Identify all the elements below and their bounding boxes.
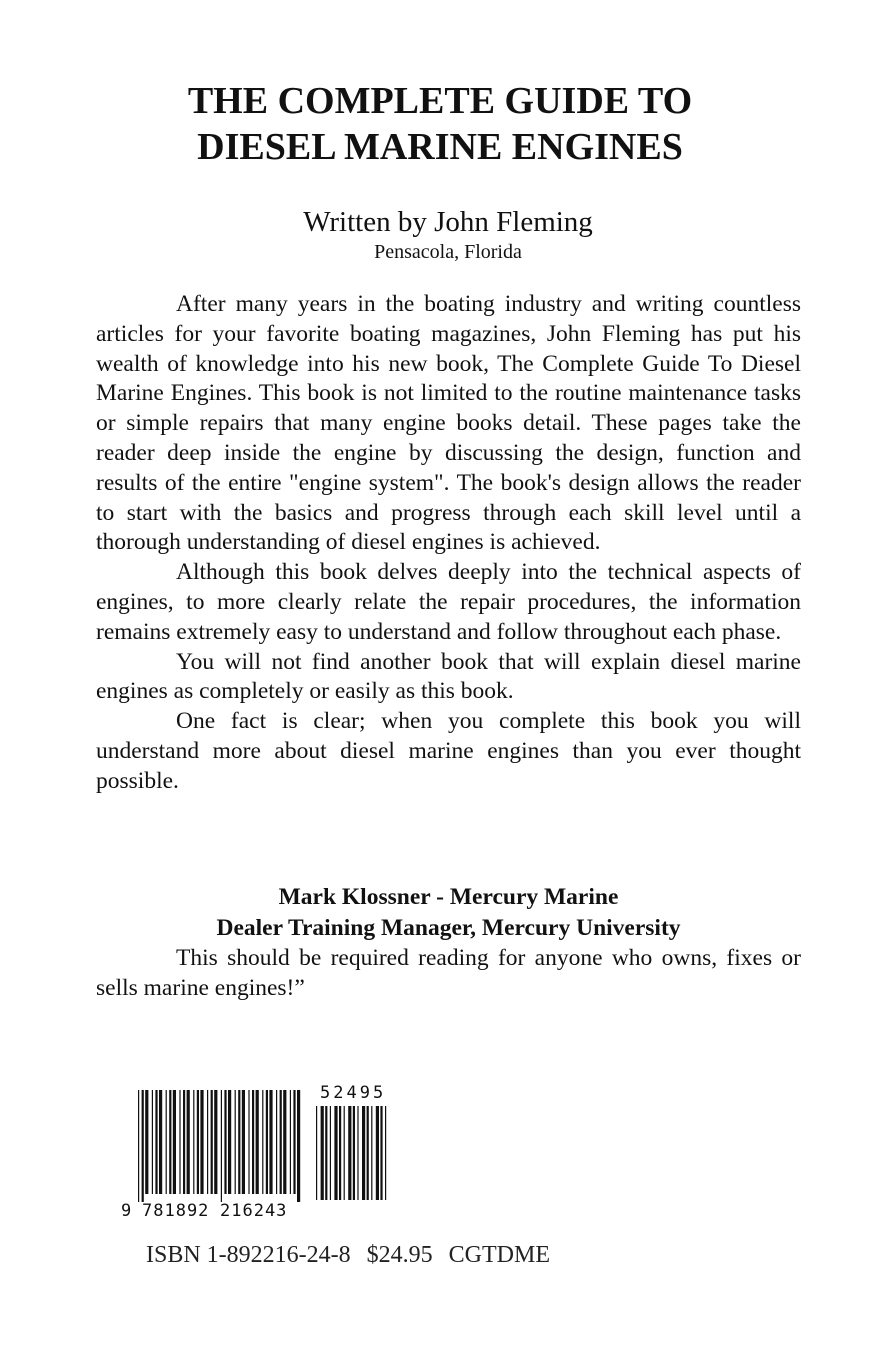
barcode-bar — [207, 1090, 208, 1194]
barcode-bar — [221, 1090, 222, 1202]
barcode-bar — [256, 1090, 259, 1194]
barcode-bar — [235, 1090, 236, 1194]
book-title — [0, 78, 880, 170]
endorser-name: Mark Klossner - Mercury Marine — [278, 884, 619, 910]
barcode-bar — [330, 1106, 331, 1200]
barcode-bar — [344, 1106, 345, 1200]
barcode-bar — [290, 1090, 291, 1194]
barcode-bar — [214, 1090, 217, 1194]
endorser-role: Dealer Training Manager, Mercury University — [216, 915, 681, 941]
barcode-lead-digit: 9 — [121, 1201, 132, 1221]
barcode-bar — [179, 1090, 180, 1194]
title-line-1: THE COMPLETE GUIDE TO — [187, 80, 693, 122]
barcode-bar — [325, 1106, 327, 1200]
description-body — [96, 290, 801, 797]
barcode-bar — [276, 1090, 277, 1194]
paragraph-2: Although this book delves deeply into the technical aspects of engines, to more clearly relate the repair procedures, the information remains extremely easy to understand and follow throughout each phase. — [96, 559, 801, 645]
barcode-bar — [211, 1090, 213, 1194]
barcode-addon-digits: 52495 — [320, 1083, 387, 1103]
barcode-bar — [371, 1106, 372, 1200]
barcode-bar — [173, 1090, 176, 1194]
barcode-bar — [183, 1090, 185, 1194]
barcode-bar — [339, 1106, 341, 1200]
barcode-addon-bars — [316, 1106, 386, 1200]
isbn-price-line — [146, 1240, 746, 1270]
barcode-main-bars — [138, 1090, 300, 1202]
barcode-bar — [353, 1106, 355, 1200]
barcode-bar — [380, 1106, 382, 1200]
price: $24.95 — [366, 1242, 433, 1268]
isbn-number: ISBN 1-892216-24-8 — [146, 1242, 351, 1268]
barcode-bar — [169, 1090, 171, 1194]
title-line-2: DIESEL MARINE ENGINES — [197, 126, 683, 168]
barcode-bar — [321, 1106, 324, 1200]
barcode-bar — [193, 1090, 194, 1194]
barcode-bar — [334, 1106, 337, 1200]
barcode-bar — [248, 1090, 249, 1194]
barcode-bar — [142, 1090, 144, 1202]
barcode-bar — [187, 1090, 190, 1194]
barcode-bar — [348, 1106, 351, 1200]
barcode-bar — [357, 1106, 358, 1200]
barcode-bar — [362, 1106, 365, 1200]
barcode-bar — [283, 1090, 286, 1194]
barcode-bar — [197, 1090, 199, 1194]
barcode-bar — [155, 1090, 157, 1194]
barcode-bar — [159, 1090, 162, 1194]
barcode-bar — [376, 1106, 379, 1200]
barcode-bar — [293, 1090, 295, 1194]
barcode-left-digits: 781892 — [142, 1201, 210, 1221]
barcode-bar — [200, 1090, 203, 1194]
barcode-bar — [367, 1106, 369, 1200]
barcode-bar — [385, 1106, 386, 1200]
barcode-bar — [316, 1106, 317, 1200]
barcode-bar — [242, 1090, 245, 1194]
barcode-bar — [269, 1090, 272, 1194]
barcode-bar — [228, 1090, 231, 1194]
endorsement-quote: This should be required reading for anyone who owns, fixes or sells marine engines!” — [96, 945, 801, 1001]
endorsement — [96, 882, 801, 1004]
barcode-bar — [238, 1090, 240, 1194]
paragraph-4: One fact is clear; when you complete this book you will understand more about diesel marine engines than you ever thought possible. — [96, 708, 801, 794]
barcode-bar — [166, 1090, 167, 1194]
author-location: Pensacola, Florida — [374, 241, 522, 263]
barcode-bar — [262, 1090, 263, 1194]
barcode-bar — [280, 1090, 282, 1194]
paragraph-1: After many years in the boating industry and writing countless articles for your favorite boating magazines, John Fleming has put his wealth of knowledge into his new book, The Complete Guide To Diesel Marine Engines. This book is not limited to the routine maintenance tasks or simple repairs that many engine books detail. These pages take the reader deep inside the engine by discussing the design, function and results of the entire "engine system". The book's design allows the reader to start with the basics and progress through each skill level until a thorough understanding of diesel engines is achieved. — [96, 291, 801, 556]
barcode-bar — [266, 1090, 268, 1194]
barcode-bar — [224, 1090, 226, 1194]
barcode-bar — [145, 1090, 148, 1194]
barcode-bar — [297, 1090, 300, 1202]
barcode-right-digits: 216243 — [220, 1201, 288, 1221]
author-line: Written by John Fleming — [303, 206, 593, 238]
isbn-barcode — [112, 1082, 402, 1222]
barcode-bar — [152, 1090, 153, 1194]
barcode-bar — [252, 1090, 254, 1194]
paragraph-3: You will not find another book that will explain diesel marine engines as completely or easily as this book. — [96, 648, 801, 705]
barcode-bar — [138, 1090, 139, 1202]
product-code: CGTDME — [448, 1242, 550, 1268]
